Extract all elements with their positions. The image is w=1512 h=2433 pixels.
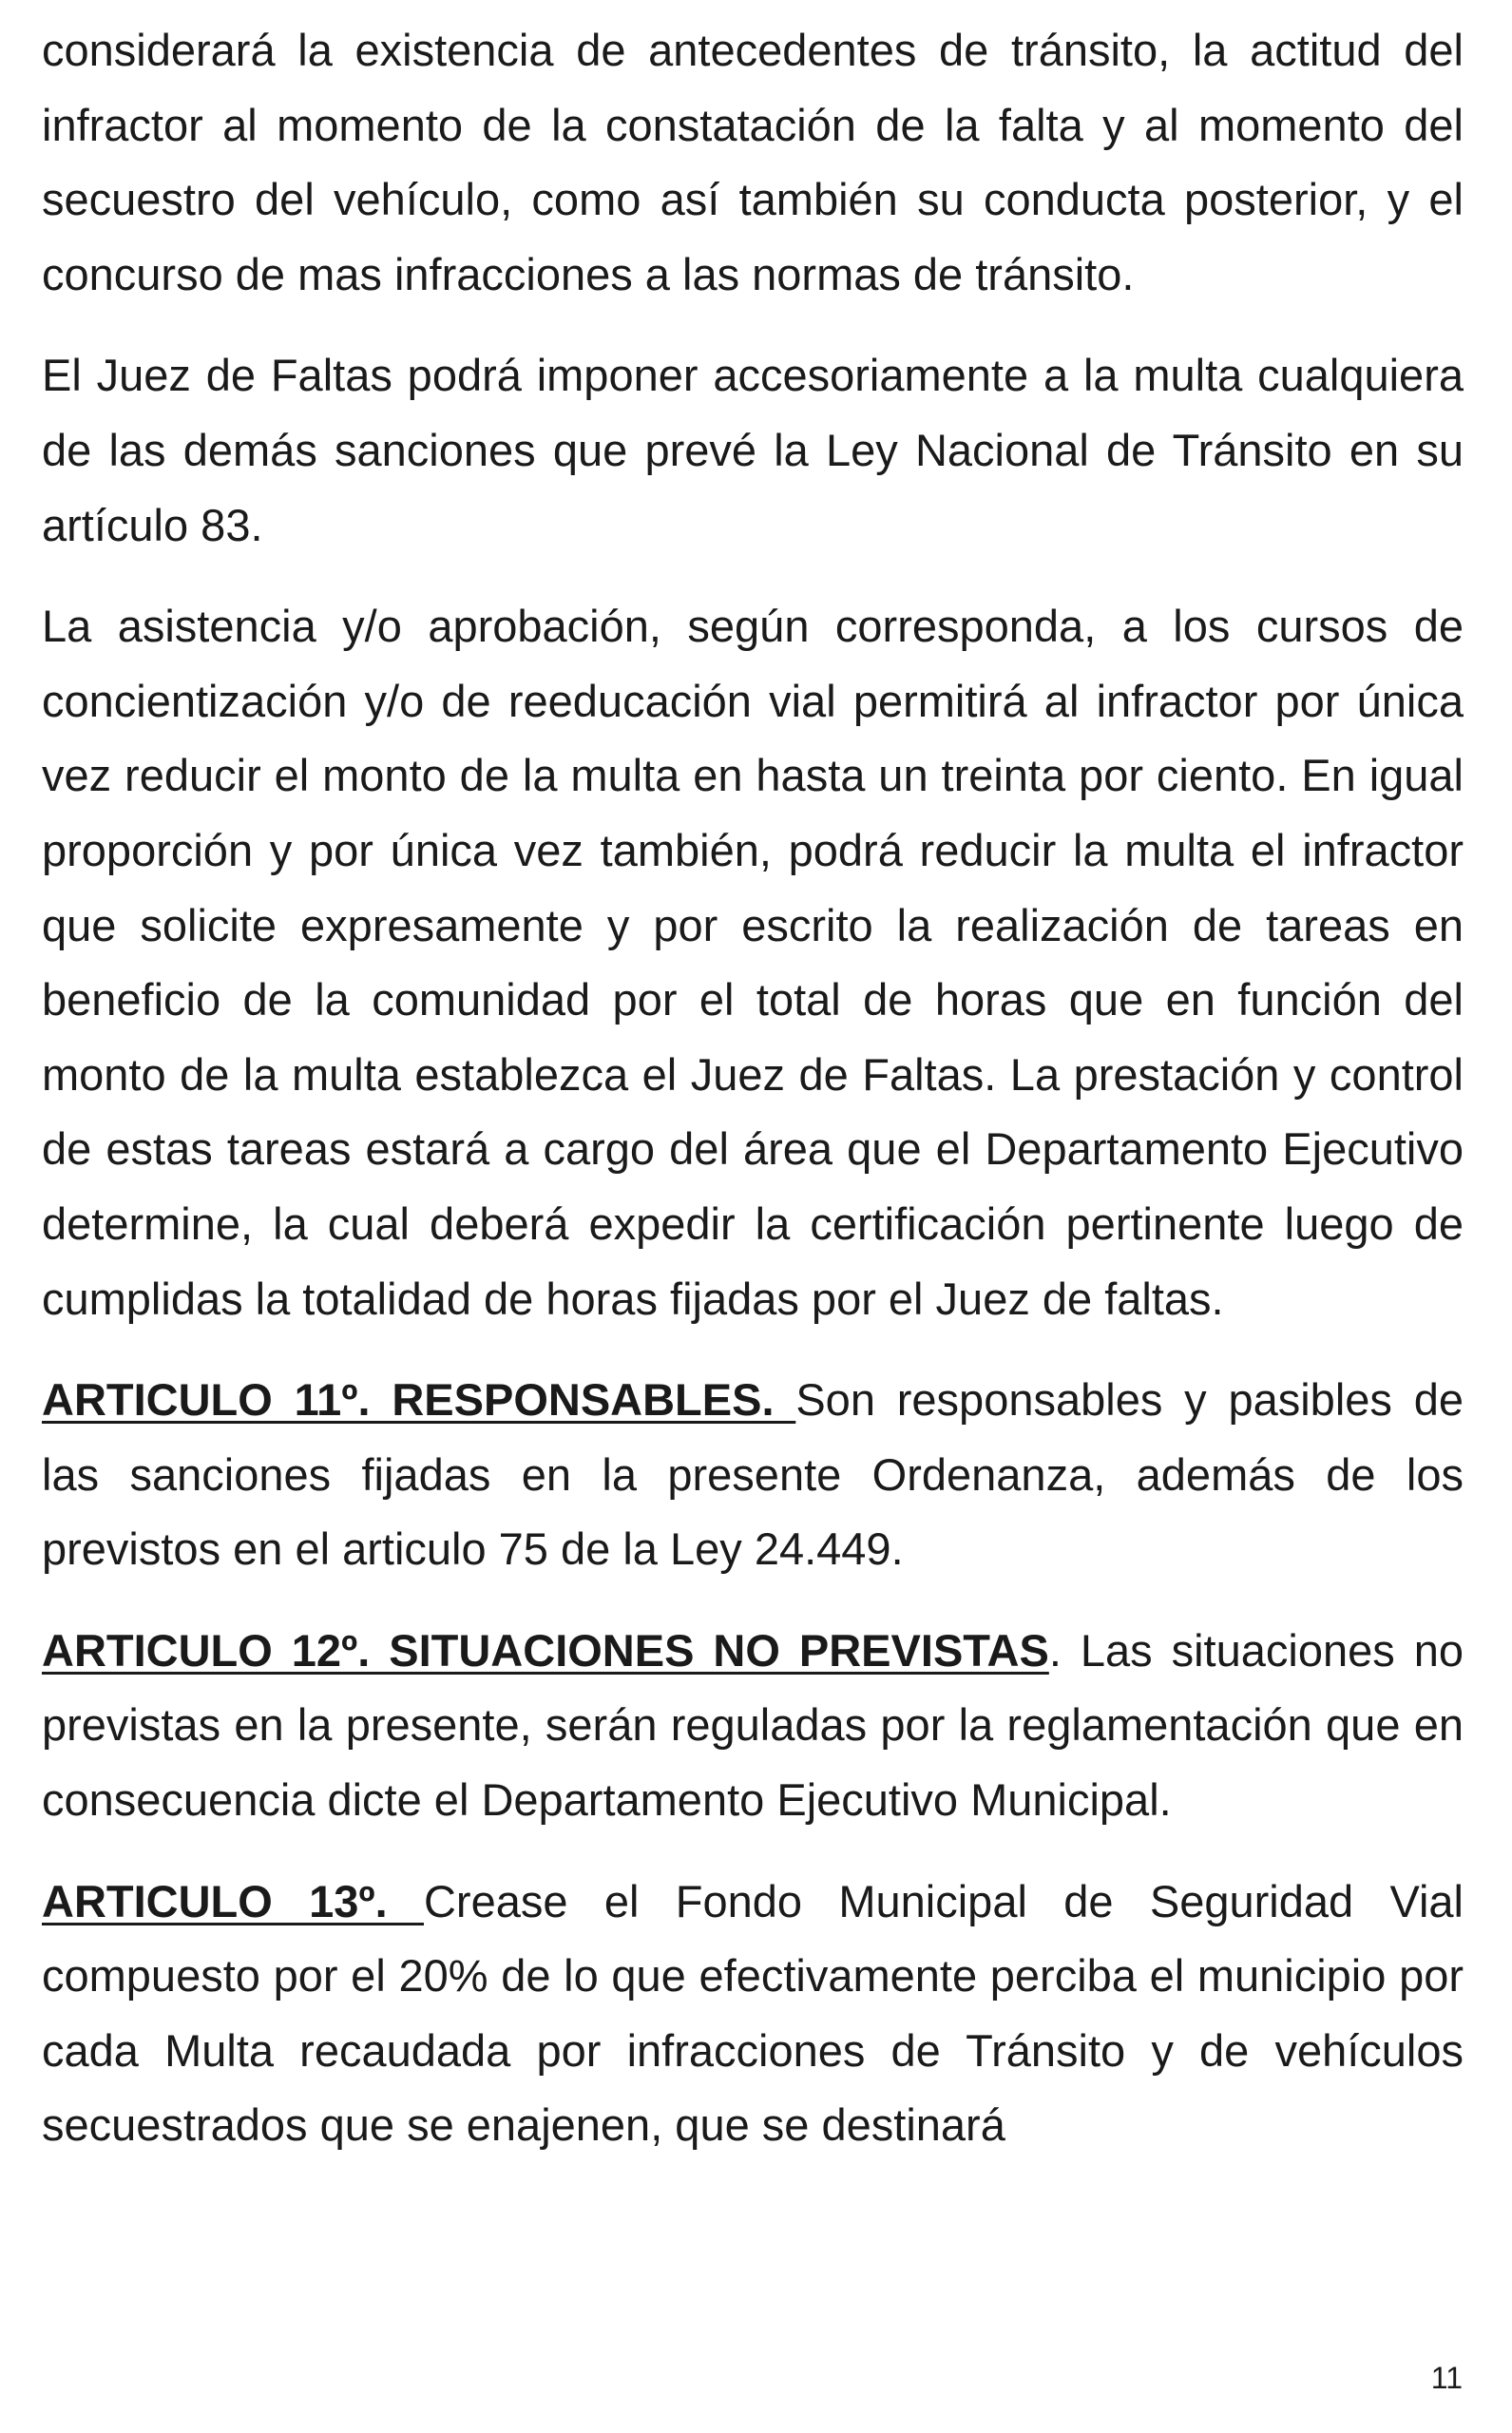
article-12 [42,1614,1464,1838]
article-13 [42,1865,1464,2163]
paragraph-fine-reduction: La asistencia y/o aprobación, según corresponda, a los cursos de concientización y/o de reeducación vial permitirá al infractor por única vez reducir el monto de la multa en hasta un treinta por ciento. En igual proporción y por única vez también, podrá reducir la multa el infractor que solicite expresamente y por escrito la realización de tareas en beneficio de la comunidad por el total de horas que en función del monto de la multa establezca el Juez de Faltas. La prestación y control de estas tareas estará a cargo del área que el Departamento Ejecutivo determine, la cual deberá expedir la certificación pertinente luego de cumplidas la totalidad de horas fijadas por el Juez de faltas. [42,601,1464,1324]
article-13-body: Crease el Fondo Municipal de Seguridad Vial compuesto por el 20% de lo que efectivamente perciba el municipio por cada Multa recaudada por infracciones de Tránsito y de vehículos secuestrados que se enajenen, que se destinará [42,1875,1464,2151]
article-13-heading: ARTICULO 13º. [42,1875,424,1926]
paragraph-accessory-sanctions: El Juez de Faltas podrá imponer accesoriamente a la multa cualquiera de las demás sanciones que prevé la Ley Nacional de Tránsito en su artículo 83. [42,350,1464,550]
document-page [42,13,1464,2190]
article-12-heading: ARTICULO 12º. SITUACIONES NO PREVISTAS [42,1624,1049,1676]
article-11 [42,1363,1464,1587]
article-11-body: Son responsables y pasibles de las sanciones fijadas en la presente Ordenanza, además de los previstos en el articulo 75 de la Ley 24.449. [42,1374,1464,1575]
article-11-heading: ARTICULO 11º. RESPONSABLES. [42,1374,796,1426]
paragraph-sanction-criteria: considerará la existencia de antecedentes de tránsito, la actitud del infractor al momento de la constatación de la falta y al momento del secuestro del vehículo, como así también su conducta posterior, y el concurso de mas infracciones a las normas de tránsito. [42,25,1464,299]
page-number: 11 [1430,2361,1463,2395]
article-12-body: . Las situaciones no previstas en la presente, serán reguladas por la reglamentación que en consecuencia dicte el Departamento Ejecutivo Municipal. [42,1624,1464,1826]
